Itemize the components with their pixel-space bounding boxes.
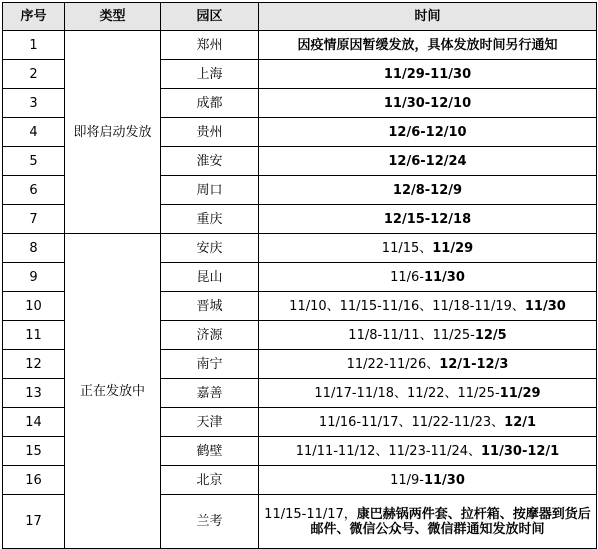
time-highlight: 11/29-11/30 — [383, 66, 472, 82]
time-highlight: 12/6-12/10 — [388, 124, 467, 140]
time-text: 11/15、 — [381, 240, 433, 256]
cell-time — [259, 495, 597, 549]
cell-seq: 2 — [3, 60, 65, 89]
cell-seq: 9 — [3, 263, 65, 292]
cell-seq: 13 — [3, 379, 65, 408]
distribution-schedule-table — [2, 2, 597, 549]
header-type: 类型 — [65, 3, 161, 31]
header-park: 园区 — [161, 3, 259, 31]
cell-time — [259, 263, 597, 292]
cell-time — [259, 350, 597, 379]
time-highlight: 11/29 — [432, 240, 474, 256]
time-highlight: 12/1 — [504, 414, 537, 430]
time-text: 11/6- — [390, 269, 424, 285]
cell-time — [259, 147, 597, 176]
cell-seq: 16 — [3, 466, 65, 495]
cell-seq: 1 — [3, 31, 65, 60]
time-text: 11/15-11/17， — [264, 506, 357, 522]
time-highlight: 11/30-12/1 — [481, 443, 560, 459]
cell-seq: 5 — [3, 147, 65, 176]
cell-seq: 12 — [3, 350, 65, 379]
table-body — [3, 31, 597, 549]
table-row — [3, 31, 597, 60]
cell-time — [259, 379, 597, 408]
cell-seq: 7 — [3, 205, 65, 234]
cell-park: 济源 — [161, 321, 259, 350]
time-highlight: 11/30-12/10 — [383, 95, 472, 111]
cell-time — [259, 205, 597, 234]
cell-seq: 6 — [3, 176, 65, 205]
time-highlight: 11/30 — [423, 269, 465, 285]
time-highlight: 12/15-12/18 — [383, 211, 472, 227]
cell-time — [259, 176, 597, 205]
cell-time — [259, 89, 597, 118]
time-text: 11/17-11/18、11/22、11/25- — [314, 385, 500, 401]
cell-park: 嘉善 — [161, 379, 259, 408]
cell-park: 成都 — [161, 89, 259, 118]
time-text: 11/10、11/15-11/16、11/18-11/19、 — [289, 298, 525, 314]
cell-time — [259, 234, 597, 263]
time-text: 11/9- — [390, 472, 424, 488]
cell-time — [259, 118, 597, 147]
cell-seq: 11 — [3, 321, 65, 350]
cell-park: 上海 — [161, 60, 259, 89]
cell-park: 安庆 — [161, 234, 259, 263]
time-text: 11/8-11/11、11/25- — [348, 327, 475, 343]
time-text: 11/11-11/12、11/23-11/24、 — [295, 443, 482, 459]
cell-time — [259, 437, 597, 466]
header-time: 时间 — [259, 3, 597, 31]
time-highlight: 12/6-12/24 — [388, 153, 467, 169]
cell-park: 郑州 — [161, 31, 259, 60]
cell-park: 贵州 — [161, 118, 259, 147]
header-row — [3, 3, 597, 31]
time-highlight: 11/30 — [524, 298, 566, 314]
cell-seq: 14 — [3, 408, 65, 437]
cell-park: 鹤壁 — [161, 437, 259, 466]
time-text: 11/16-11/17、11/22-11/23、 — [318, 414, 505, 430]
time-highlight: 因疫情原因暂缓发放，具体发放时间另行通知 — [297, 37, 558, 53]
cell-park: 兰考 — [161, 495, 259, 549]
cell-park: 重庆 — [161, 205, 259, 234]
cell-park: 周口 — [161, 176, 259, 205]
time-highlight: 11/29 — [499, 385, 541, 401]
time-highlight: 12/1-12/3 — [439, 356, 509, 372]
cell-seq: 15 — [3, 437, 65, 466]
cell-park: 北京 — [161, 466, 259, 495]
cell-park: 昆山 — [161, 263, 259, 292]
cell-time — [259, 60, 597, 89]
cell-time — [259, 292, 597, 321]
cell-seq: 8 — [3, 234, 65, 263]
cell-seq: 17 — [3, 495, 65, 549]
cell-seq: 4 — [3, 118, 65, 147]
cell-park: 晋城 — [161, 292, 259, 321]
cell-park: 天津 — [161, 408, 259, 437]
cell-time — [259, 321, 597, 350]
cell-seq: 3 — [3, 89, 65, 118]
header-seq: 序号 — [3, 3, 65, 31]
cell-time — [259, 408, 597, 437]
cell-park: 南宁 — [161, 350, 259, 379]
cell-park: 淮安 — [161, 147, 259, 176]
cell-time — [259, 31, 597, 60]
cell-type-group: 正在发放中 — [65, 234, 161, 549]
cell-seq: 10 — [3, 292, 65, 321]
time-text: 11/22-11/26、 — [346, 356, 440, 372]
time-highlight: 12/5 — [474, 327, 507, 343]
time-highlight: 12/8-12/9 — [392, 182, 463, 198]
cell-type-group: 即将启动发放 — [65, 31, 161, 234]
table-row — [3, 234, 597, 263]
cell-time — [259, 466, 597, 495]
time-highlight: 康巴赫锅两件套、拉杆箱、按摩器到货后邮件、微信公众号、微信群通知发放时间 — [310, 506, 591, 537]
time-highlight: 11/30 — [423, 472, 465, 488]
